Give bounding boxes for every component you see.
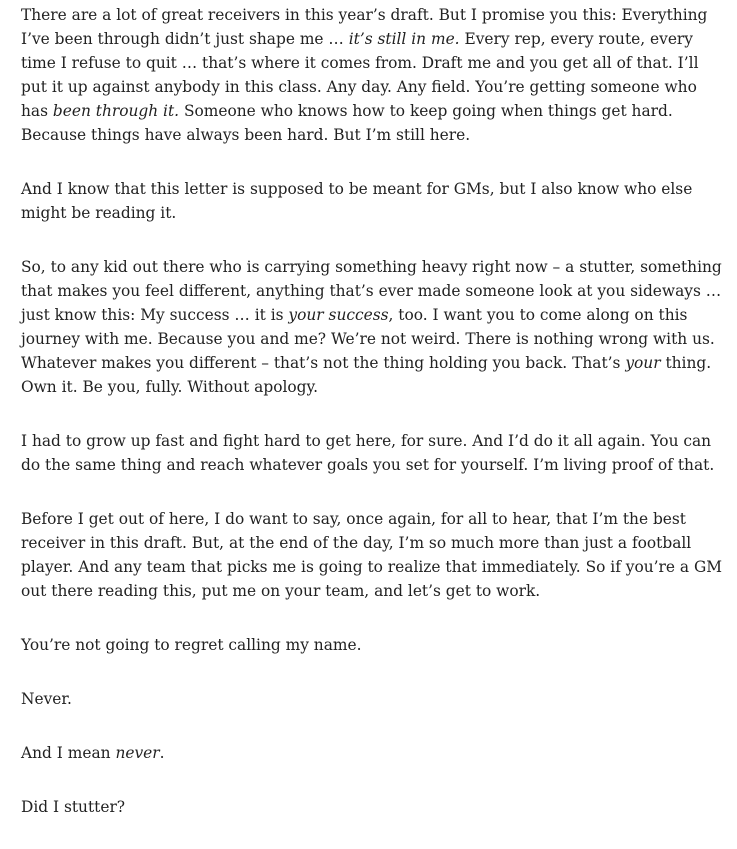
article-paragraph (21, 3, 727, 147)
paragraph-text: Before I get out of here, I do want to say, once again, for all to hear, that I’m the best receiver in this draft. But, at the end of the day, I’m so much more than just a football player. And any team that picks me is going to realize that immediately. So if you’re a GM out there reading this, put me on your team, and let’s get to work. (21, 510, 723, 600)
paragraph-text: And I know that this letter is supposed to be meant for GMs, but I also know who else might be reading it. (21, 180, 693, 222)
emphasized-text: never (115, 744, 160, 762)
emphasized-text: your success (288, 306, 389, 324)
article-paragraph (21, 741, 727, 765)
paragraph-text: Every rep, every route, every time I refuse to quit … that’s where it comes from. Draft me and you get all of that. I’ll put it up against anybody in this class. Any day. Any field. You’re getting someone who has (21, 30, 699, 120)
paragraph-text: . (159, 744, 165, 762)
paragraph-text: And I mean (21, 744, 116, 762)
paragraph-text: Did I stutter? (21, 798, 126, 816)
emphasized-text: it’s still in me. (348, 30, 460, 48)
article-paragraph (21, 177, 727, 225)
paragraph-text: So, to any kid out there who is carrying something heavy right now – a stutter, something that makes you feel different, anything that’s ever made someone look at you sideways … just know this: My success … it is (21, 258, 722, 324)
paragraph-text: You’re not going to regret calling my name. (21, 636, 362, 654)
article-paragraph (21, 507, 727, 603)
article-paragraph (21, 633, 727, 657)
paragraph-text: Never. (21, 690, 72, 708)
article-paragraph (21, 795, 727, 819)
emphasized-text: been through it. (52, 102, 180, 120)
paragraph-text: , too. I want you to come along on this journey with me. Because you and me? We’re not weird. There is nothing wrong with us. Whatever makes you different – that’s not the thing holding you back. That’s (21, 306, 715, 372)
paragraph-text: There are a lot of great receivers in this year’s draft. But I promise you this: Everything I’ve been through didn’t just shape me … (21, 6, 708, 48)
article-paragraph (21, 255, 727, 399)
paragraph-text: Someone who knows how to keep going when things get hard. Because things have always been hard. But I’m still here. (21, 102, 673, 144)
article-body (21, 3, 727, 849)
paragraph-text: thing. Own it. Be you, fully. Without apology. (21, 354, 712, 396)
article-paragraph (21, 429, 727, 477)
paragraph-text: I had to grow up fast and fight hard to get here, for sure. And I’d do it all again. You can do the same thing and reach whatever goals you set for yourself. I’m living proof of that. (21, 432, 715, 474)
article-paragraph (21, 687, 727, 711)
emphasized-text: your (625, 354, 661, 372)
